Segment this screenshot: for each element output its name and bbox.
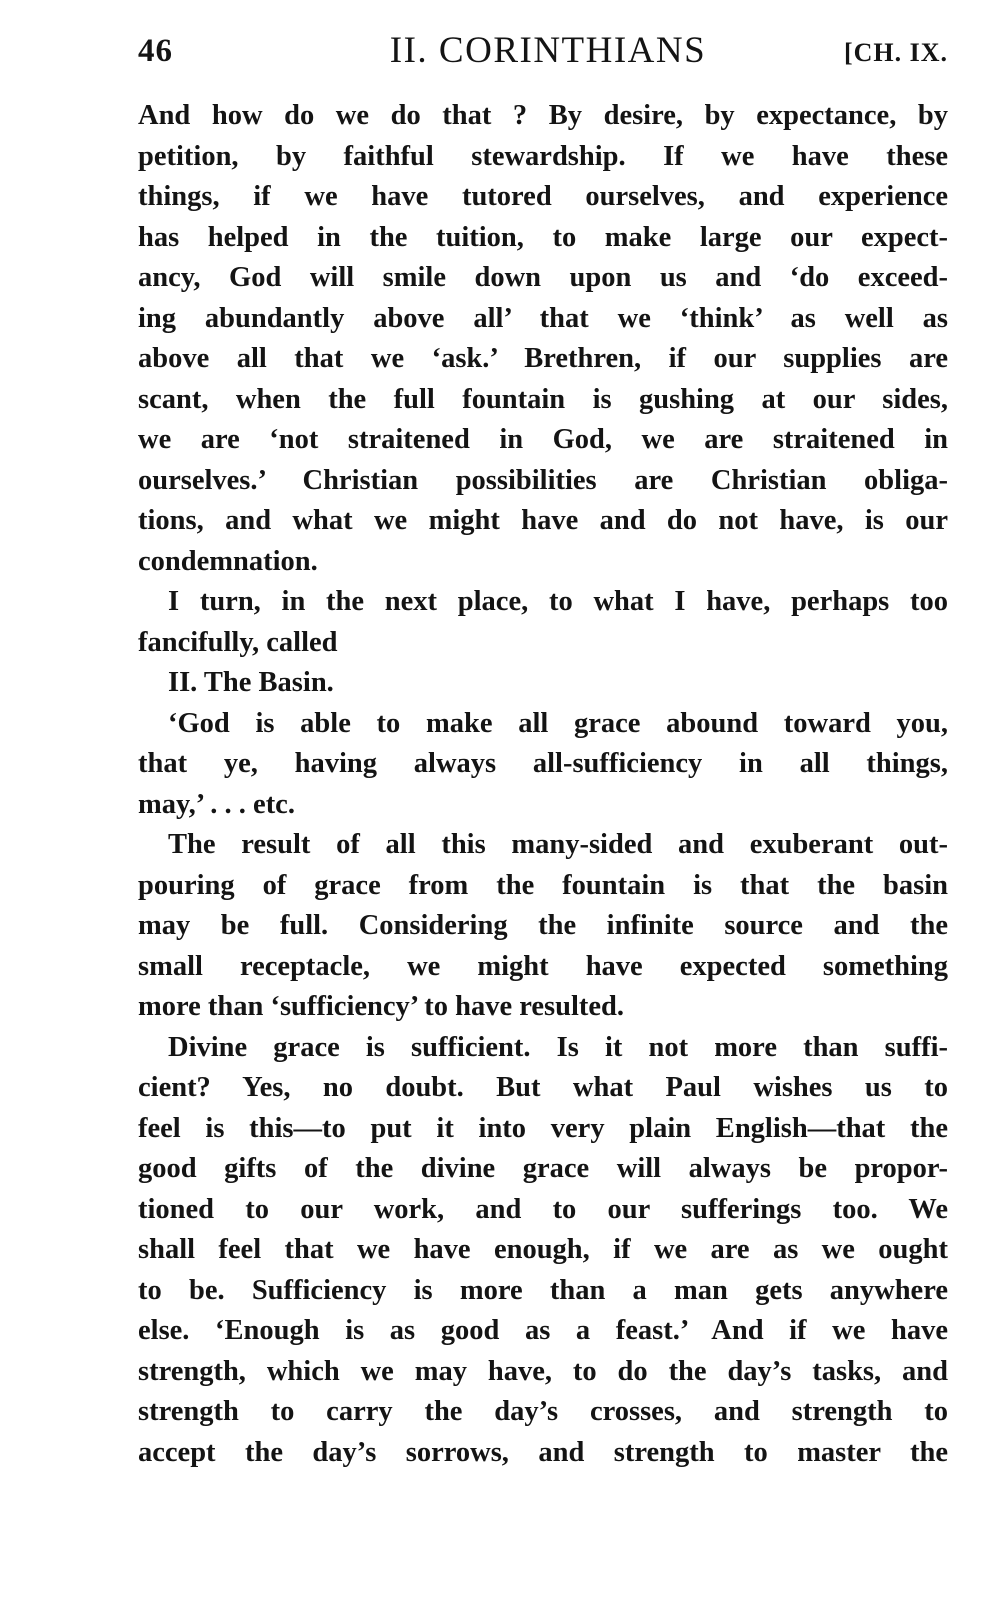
text-line: scant, when the full fountain is gushing at our sides, [138,383,948,415]
text-line: good gifts of the divine grace will always be propor- [138,1153,948,1184]
text-line: ‘God is able to make all grace abound toward you, [168,707,948,739]
text-line: cient? Yes, no doubt. But what Paul wishes us to [138,1072,948,1103]
text-line: things, if we have tutored ourselves, and experience [138,181,948,212]
text-line: may be full. Considering the infinite source and the [138,910,948,941]
text-line: tioned to our work, and to our sufferings too. We [138,1193,948,1225]
text-line: tions, and what we might have and do not have, is our [138,505,948,536]
text-line: shall feel that we have enough, if we are as we ought [138,1234,948,1265]
text-line: to be. Sufficiency is more than a man gets anywhere [138,1274,948,1306]
text-line: I turn, in the next place, to what I have, perhaps too [168,586,948,617]
body-text [138,96,948,1473]
text-line: ourselves.’ Christian possibilities are Christian obliga- [138,464,948,496]
text-line: accept the day’s sorrows, and strength to master the [138,1436,948,1468]
text-line: petition, by faithful stewardship. If we have these [138,140,948,172]
page-number: 46 [138,33,173,69]
text-line: ing abundantly above all’ that we ‘think’ as well as [138,302,948,334]
text-line: The result of all this many-sided and exuberant out- [168,829,948,860]
text-line: we are ‘not straitened in God, we are straitened in [138,424,948,455]
text-line: strength to carry the day’s crosses, and strength to [138,1396,948,1427]
text-line: pouring of grace from the fountain is that the basin [138,869,948,901]
text-line: Divine grace is sufficient. Is it not more than suffi- [168,1031,948,1063]
chapter-reference: [CH. IX. [843,38,948,67]
text-line: small receptacle, we might have expected something [138,950,948,982]
text-line: that ye, having always all-sufficiency in all things, [138,748,948,779]
page-header [138,26,948,76]
running-title: II. CORINTHIANS [389,30,707,71]
text-line: has helped in the tuition, to make large our expect- [138,221,948,253]
text-line: fancifully, called [138,626,338,658]
text-line: may,’ . . . etc. [138,788,295,820]
text-line: ancy, God will smile down upon us and ‘do exceed- [138,262,948,293]
text-line: strength, which we may have, to do the day’s tasks, and [138,1355,948,1387]
text-line: condemnation. [138,545,318,577]
text-line: feel is this—to put it into very plain English—that the [138,1112,948,1144]
text-line: else. ‘Enough is as good as a feast.’ And if we have [138,1315,948,1346]
text-line: above all that we ‘ask.’ Brethren, if our supplies are [138,343,948,374]
text-line: And how do we do that ? By desire, by expectance, by [138,100,948,131]
section-heading: II. The Basin. [168,667,334,698]
text-line: more than ‘sufficiency’ to have resulted. [138,991,625,1022]
